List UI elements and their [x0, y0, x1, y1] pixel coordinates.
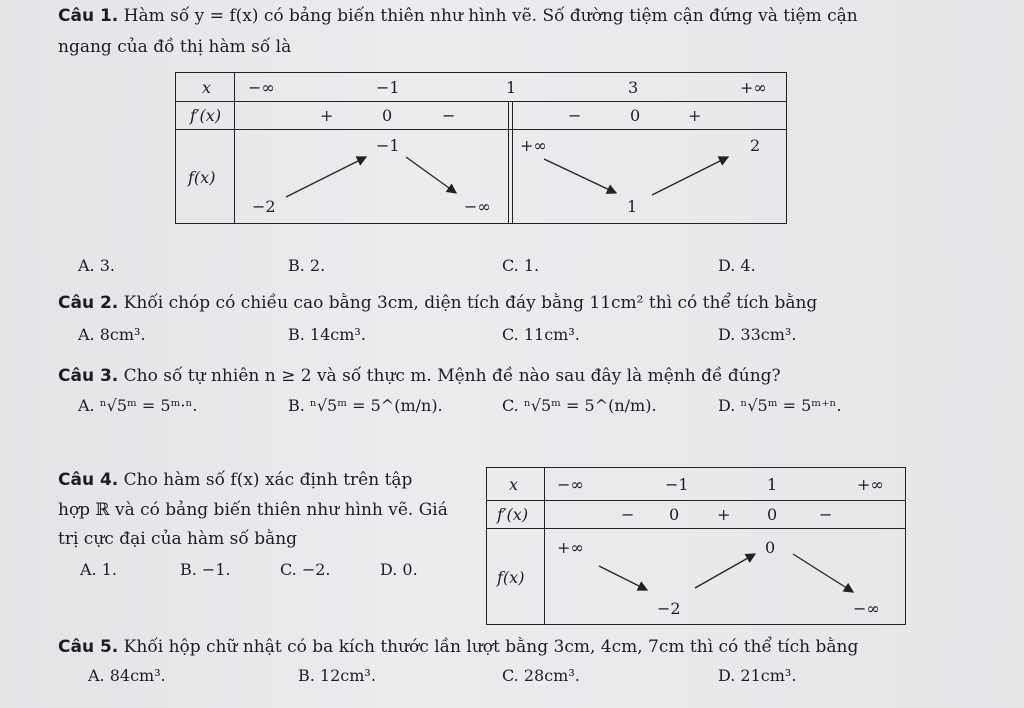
q4-sign: + [717, 505, 731, 524]
q1-x-val: 3 [628, 78, 639, 97]
q2-option-a[interactable]: A. 8cm³. [78, 325, 146, 344]
q1-f-val: −1 [376, 136, 400, 155]
q5-head: Câu 5. [58, 637, 119, 657]
q1-text1: Hàm số y = f(x) có bảng biến thiên như hình vẽ. Số đường tiệm cận đứng và tiệm cận [123, 6, 858, 26]
q1-option-c[interactable]: C. 1. [502, 256, 540, 275]
q1-arrow-down [406, 157, 456, 193]
q2-option-d[interactable]: D. 33cm³. [718, 325, 797, 344]
q4-text3: trị cực đại của hàm số bằng [58, 529, 298, 549]
q5-option-b[interactable]: B. 12cm³. [298, 666, 376, 685]
q3-head: Câu 3. [58, 366, 119, 386]
q4-arrow-down [793, 554, 853, 592]
q4-f-val: 0 [765, 538, 776, 557]
q1-option-a[interactable]: A. 3. [78, 256, 115, 275]
q1-fp-label: f′(x) [190, 106, 222, 125]
q2-head: Câu 2. [58, 293, 119, 313]
q4-x-val: 1 [767, 475, 778, 494]
q1-sign: 0 [382, 106, 393, 125]
q3-option-d[interactable]: D. ⁿ√5ᵐ = 5ᵐ⁺ⁿ. [718, 396, 842, 415]
q1-variation-table [175, 72, 787, 224]
q1-f-val: 1 [627, 197, 638, 216]
q1-sign: 0 [630, 106, 641, 125]
q1-arrow-up [652, 157, 728, 195]
q4-x-val: −1 [665, 475, 689, 494]
q4-x-label: x [509, 475, 519, 494]
q1-text2: ngang của đồ thị hàm số là [58, 37, 292, 57]
q4-option-a[interactable]: A. 1. [80, 560, 117, 579]
q4-text1: Cho hàm số f(x) xác định trên tập [123, 470, 413, 490]
q5-option-c[interactable]: C. 28cm³. [502, 666, 580, 685]
q4-x-val: −∞ [557, 475, 584, 494]
q1-head: Câu 1. [58, 6, 119, 26]
q4-head: Câu 4. [58, 470, 119, 490]
q5-option-a[interactable]: A. 84cm³. [88, 666, 166, 685]
q4-sign: 0 [767, 505, 778, 524]
q4-line1 [58, 470, 412, 490]
q1-sign: − [568, 106, 582, 125]
q4-arrow-down [599, 566, 647, 590]
q1-option-d[interactable]: D. 4. [718, 256, 756, 275]
q2-option-c[interactable]: C. 11cm³. [502, 325, 580, 344]
q4-f-label: f(x) [497, 568, 525, 587]
q3-option-c[interactable]: C. ⁿ√5ᵐ = 5^(n/m). [502, 396, 657, 415]
q1-arrows [176, 73, 788, 225]
q4-arrow-up [695, 554, 755, 588]
q1-arrow-up [286, 157, 366, 197]
q4-option-d[interactable]: D. 0. [380, 560, 418, 579]
q1-f-val: −∞ [464, 197, 491, 216]
q5-option-d[interactable]: D. 21cm³. [718, 666, 797, 685]
q4-fp-label: f′(x) [497, 505, 529, 524]
q1-x-label: x [202, 78, 212, 97]
q4-option-b[interactable]: B. −1. [180, 560, 231, 579]
q2-option-b[interactable]: B. 14cm³. [288, 325, 366, 344]
q2-text: Khối chóp có chiều cao bằng 3cm, diện tích đáy bằng 11cm² thì có thể tích bằng [123, 293, 818, 313]
q3-option-a[interactable]: A. ⁿ√5ᵐ = 5ᵐ·ⁿ. [78, 396, 198, 415]
q4-f-val: −2 [657, 599, 681, 618]
q4-x-val: +∞ [857, 475, 884, 494]
q3-text: Cho số tự nhiên n ≥ 2 và số thực m. Mệnh đề nào sau đây là mệnh đề đúng? [123, 366, 781, 386]
q1-f-label: f(x) [188, 168, 216, 187]
q4-arrows [487, 468, 907, 626]
q2-line [58, 293, 817, 313]
q1-arrow-down [544, 159, 616, 193]
q4-sign: − [819, 505, 833, 524]
q1-f-val: −2 [252, 197, 276, 216]
q1-x-val: −∞ [248, 78, 275, 97]
q5-text: Khối hộp chữ nhật có ba kích thước lần lượt bằng 3cm, 4cm, 7cm thì có thể tích bằng [123, 637, 859, 657]
q1-x-val: +∞ [740, 78, 767, 97]
q1-option-b[interactable]: B. 2. [288, 256, 326, 275]
q1-sign: − [442, 106, 456, 125]
q1-f-val: +∞ [520, 136, 547, 155]
q1-x-val: 1 [506, 78, 517, 97]
q4-sign: − [621, 505, 635, 524]
q3-option-b[interactable]: B. ⁿ√5ᵐ = 5^(m/n). [288, 396, 443, 415]
q4-sign: 0 [669, 505, 680, 524]
q1-sign: + [688, 106, 702, 125]
q1-f-val: 2 [750, 136, 761, 155]
q4-option-c[interactable]: C. −2. [280, 560, 331, 579]
q4-f-val: −∞ [853, 599, 880, 618]
q5-line [58, 637, 858, 657]
q3-line [58, 366, 781, 386]
q4-f-val: +∞ [557, 538, 584, 557]
q1-line1 [58, 6, 858, 26]
q1-x-val: −1 [376, 78, 400, 97]
q4-text2: hợp ℝ và có bảng biến thiên như hình vẽ. Giá [58, 500, 448, 520]
q4-variation-table [486, 467, 906, 625]
q1-sign: + [320, 106, 334, 125]
